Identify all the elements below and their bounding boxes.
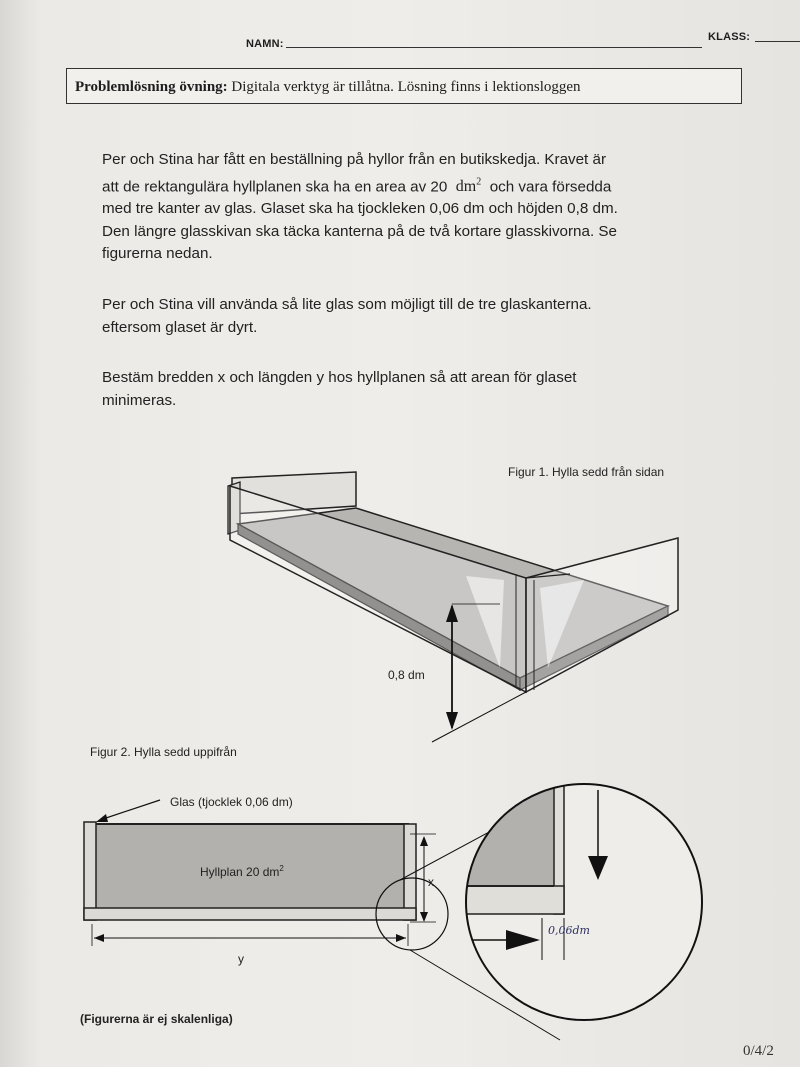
footnote: (Figurerna är ej skalenliga): [80, 1012, 233, 1026]
p1-line-2a: att de rektangulära hyllplanen ska ha en area av 20: [102, 177, 448, 195]
title-rest: Digitala verktyg är tillåtna. Lösning finns i lektionsloggen: [227, 79, 581, 95]
class-label: KLASS:: [708, 31, 751, 43]
fig2-front-glass: [84, 908, 416, 920]
plane-exponent: 2: [279, 864, 284, 873]
name-label: NAMN:: [246, 38, 284, 50]
plane-label: [200, 864, 284, 879]
handwritten-thickness: 0,06dm: [548, 924, 590, 937]
height-label: 0,8 dm: [388, 668, 425, 682]
p2-line-1: Per och Stina vill använda så lite glas som möjligt till de tre glaskanterna.: [102, 296, 592, 313]
p1-line-3: med tre kanter av glas. Glaset ska ha tjockleken 0,06 dm och höjden 0,8 dm.: [102, 200, 618, 218]
area-exponent: 2: [476, 176, 482, 188]
p1-line-4: Den längre glasskivan ska täcka kanterna på de två kortare glasskivorna. Se: [102, 222, 617, 240]
area-unit-text: dm: [455, 177, 477, 195]
p3-line-1: Bestäm bredden x och längden y hos hyllplanen så att arean för glaset: [102, 369, 577, 386]
p1-line-2b: och vara försedda: [489, 177, 612, 195]
p2-line-2: eftersom glaset är dyrt.: [102, 318, 258, 336]
fig2-left-glass: [84, 822, 96, 920]
page-number: 0/4/2: [743, 1043, 774, 1059]
y-label: y: [238, 952, 244, 966]
plane-label-text: Hyllplan 20 dm: [200, 865, 280, 879]
figure-2-caption: Figur 2. Hylla sedd uppifrån: [90, 745, 237, 759]
p3-line-2: minimeras.: [102, 391, 177, 409]
glass-label: Glas (tjocklek 0,06 dm): [170, 795, 293, 809]
x-label: x: [428, 875, 434, 889]
figure-1-caption: Figur 1. Hylla sedd från sidan: [508, 465, 665, 479]
p1-line-5: figurerna nedan.: [102, 245, 213, 263]
p1-line-1: Per och Stina har fått en beställning på hyllor från en butikskedja. Kravet är: [102, 151, 607, 168]
title-bold: Problemlösning övning:: [75, 79, 228, 95]
